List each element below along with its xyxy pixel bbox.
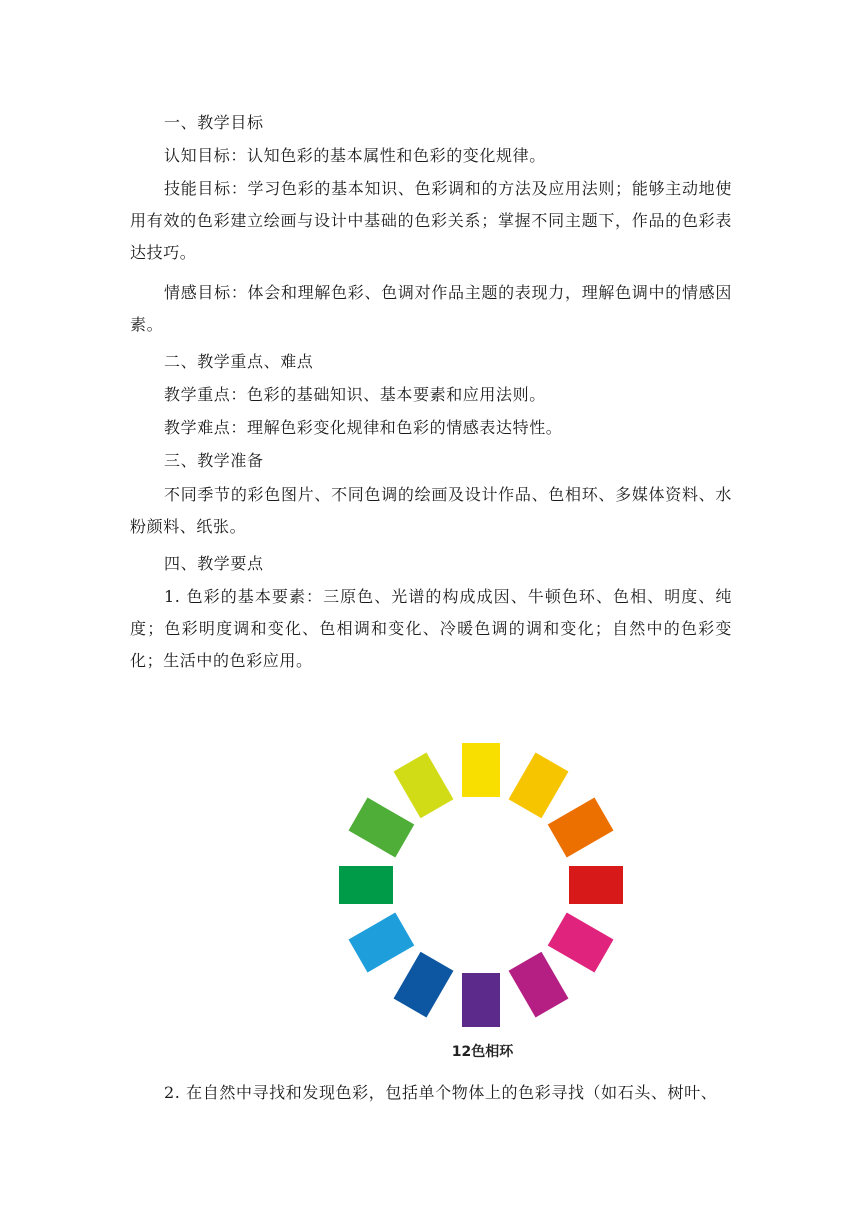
color-swatch-6 (509, 952, 569, 1018)
preparation-paragraph: 不同季节的彩色图片、不同色调的绘画及设计作品、色相环、多媒体资料、水粉颜料、纸张。 (130, 485, 732, 536)
color-swatch-2 (509, 753, 569, 819)
cognitive-goal-paragraph: 认知目标：认知色彩的基本属性和色彩的变化规律。 (164, 146, 546, 165)
color-swatch-1 (462, 743, 500, 797)
color-wheel-figure (330, 730, 635, 1065)
color-swatch-10 (339, 866, 393, 904)
section-heading-preparation: 三、教学准备 (164, 451, 264, 470)
main-point-2-paragraph: 2. 在自然中寻找和发现色彩，包括单个物体上的色彩寻找（如石头、树叶、 (164, 1083, 718, 1102)
teaching-focus-paragraph: 教学重点：色彩的基础知识、基本要素和应用法则。 (164, 385, 546, 404)
section-heading-goals: 一、教学目标 (164, 113, 264, 132)
main-point-1-paragraph: 1. 色彩的基本要素：三原色、光谱的构成成因、牛顿色环、色相、明度、纯度；色彩明度调和变化、色相调和变化、冷暖色调的调和变化；自然中的色彩变化；生活中的色彩应用。 (130, 587, 732, 670)
section-heading-main-points: 四、教学要点 (164, 554, 264, 573)
color-swatch-8 (394, 952, 454, 1018)
figure-caption: 12色相环 (451, 1044, 514, 1060)
teaching-difficulty-paragraph: 教学难点：理解色彩变化规律和色彩的情感表达特性。 (164, 418, 563, 437)
color-swatch-7 (462, 973, 500, 1027)
color-swatch-4 (569, 866, 623, 904)
skill-goal-paragraph: 技能目标：学习色彩的基本知识、色彩调和的方法及应用法则；能够主动地使用有效的色彩建立绘画与设计中基础的色彩关系；掌握不同主题下，作品的色彩表达技巧。 (130, 179, 732, 262)
color-swatch-12 (394, 753, 454, 819)
color-swatch-5 (548, 913, 614, 973)
color-swatch-11 (349, 798, 415, 858)
emotion-goal-paragraph: 情感目标：体会和理解色彩、色调对作品主题的表现力，理解色调中的情感因素。 (130, 283, 732, 334)
color-swatch-9 (349, 913, 415, 973)
color-swatch-3 (548, 798, 614, 858)
section-heading-key-points: 二、教学重点、难点 (164, 352, 314, 371)
color-wheel-diagram (330, 730, 635, 1040)
